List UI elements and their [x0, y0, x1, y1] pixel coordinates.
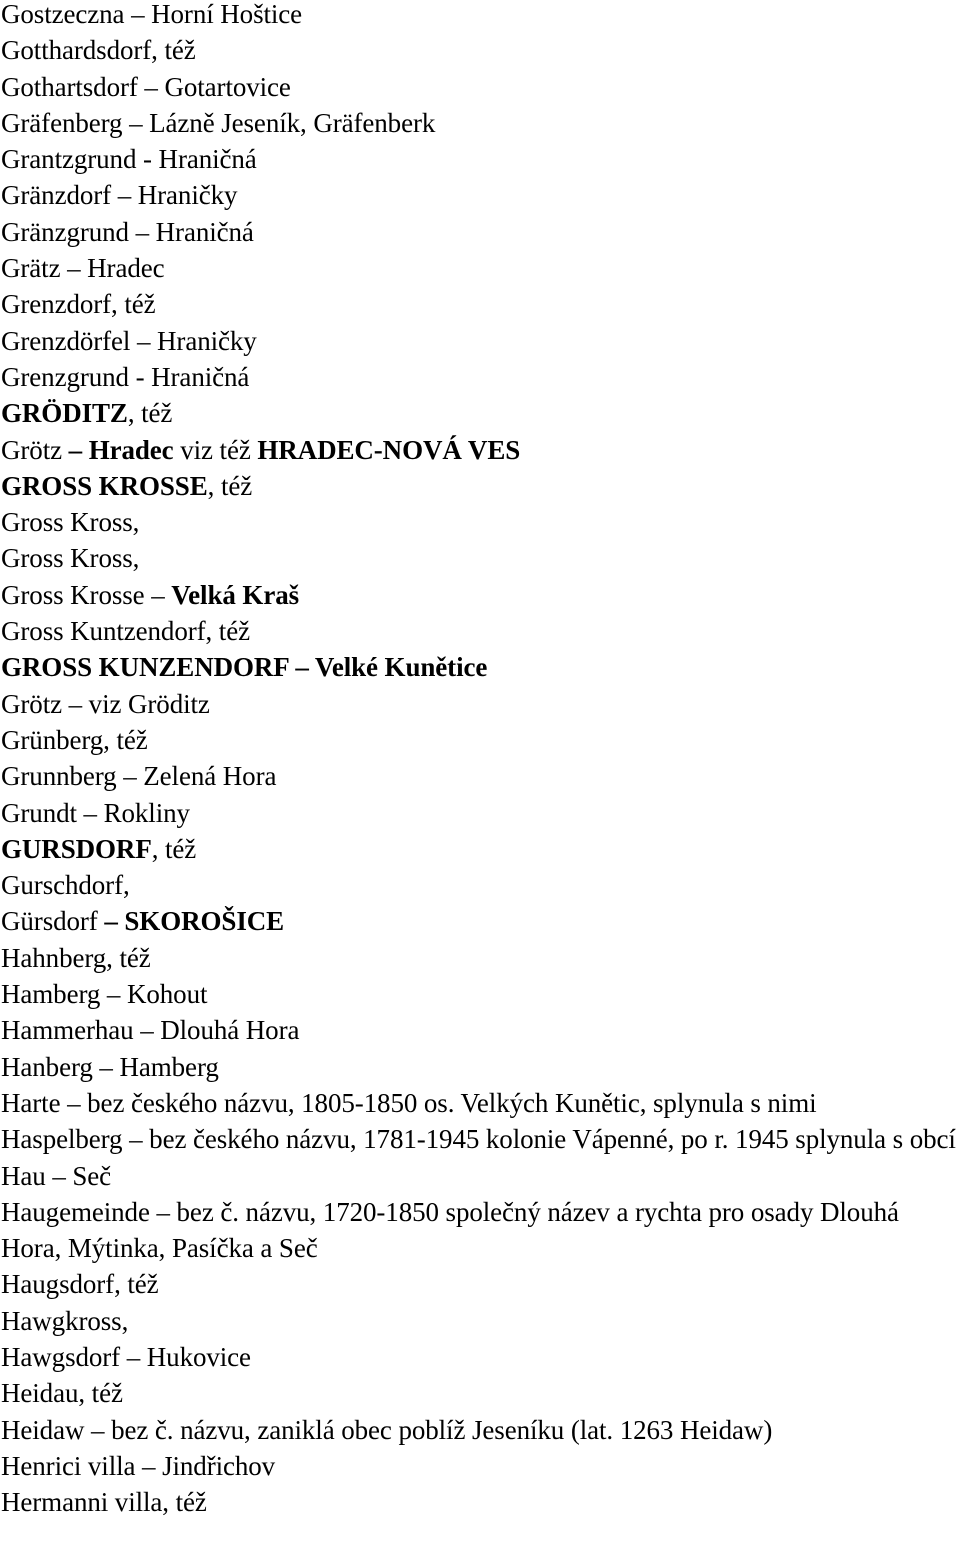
- entry-line: [1, 432, 959, 468]
- entry-line: [1, 1121, 959, 1157]
- entry-line: [1, 649, 959, 685]
- entry-line: [1, 976, 959, 1012]
- entry-line: [1, 1085, 959, 1121]
- entry-text: Henrici villa – Jindřichov: [1, 1450, 276, 1481]
- entry-text: Grünberg, též: [1, 724, 148, 755]
- entry-text: Haugsdorf, též: [1, 1269, 159, 1300]
- entry-text: Gotthardsdorf, též: [1, 35, 196, 66]
- entry-text: Gothartsdorf – Gotartovice: [1, 71, 291, 102]
- bold-text: GRÖDITZ: [1, 398, 128, 429]
- entry-text: Gränzgrund – Hraničná: [1, 216, 254, 247]
- bold-text: – SKOROŠICE: [104, 906, 285, 937]
- entry-text: Gross Kross,: [1, 543, 140, 574]
- entry-line: [1, 1484, 959, 1520]
- entry-line: [1, 758, 959, 794]
- entry-line: [1, 1049, 959, 1085]
- entry-line: [1, 286, 959, 322]
- entry-text: Hahnberg, též: [1, 942, 151, 973]
- entry-text: Hawgsdorf – Hukovice: [1, 1341, 251, 1372]
- entry-line: [1, 1448, 959, 1484]
- entry-line: [1, 323, 959, 359]
- entry-line: [1, 1412, 959, 1448]
- entry-text: , též: [127, 398, 173, 429]
- entry-line: [1, 577, 959, 613]
- entry-text: Hammerhau – Dlouhá Hora: [1, 1015, 300, 1046]
- bold-text: Velká Kraš: [171, 579, 300, 610]
- entry-text: Gräfenberg – Lázně Jeseník, Gräfenberk: [1, 107, 436, 138]
- entry-text: Haspelberg – bez českého názvu, 1781-1945 kolonie Vápenné, po r. 1945 splynula s obcí: [1, 1124, 956, 1155]
- entry-line: [1, 105, 959, 141]
- entry-line: [1, 613, 959, 649]
- entry-line: [1, 177, 959, 213]
- document-body: [1, 0, 959, 1520]
- entry-line: [1, 0, 959, 32]
- entry-text: Gurschdorf,: [1, 870, 130, 901]
- entry-line: [1, 359, 959, 395]
- entry-text: Grantzgrund - Hraničná: [1, 144, 257, 175]
- entry-text: Hanberg – Hamberg: [1, 1051, 219, 1082]
- entry-text: Haugemeinde – bez č. názvu, 1720-1850 společný název a rychta pro osady Dlouhá Hora, Mýtinka, Pasíčka a Seč: [1, 1196, 899, 1264]
- bold-text: GROSS KROSSE: [1, 470, 208, 501]
- entry-text: Grunnberg – Zelená Hora: [1, 761, 277, 792]
- entry-text: Grenzdörfel – Hraničky: [1, 325, 257, 356]
- entry-text: Gränzdorf – Hraničky: [1, 180, 238, 211]
- entry-text: Heidaw – bez č. názvu, zaniklá obec poblíž Jeseníku (lat. 1263 Heidaw): [1, 1414, 773, 1445]
- bold-text: – Hradec: [68, 434, 174, 465]
- entry-line: [1, 468, 959, 504]
- entry-line: [1, 32, 959, 68]
- entry-text: Grötz – viz Gröditz: [1, 688, 210, 719]
- entry-line: [1, 1303, 959, 1339]
- entry-text: Hermanni villa, též: [1, 1487, 207, 1518]
- entry-text: Hawgkross,: [1, 1305, 129, 1336]
- entry-text: Grenzdorf, též: [1, 289, 156, 320]
- entry-line: [1, 1339, 959, 1375]
- entry-line: [1, 867, 959, 903]
- entry-text: viz též: [173, 434, 258, 465]
- entry-line: [1, 940, 959, 976]
- entry-text: Gross Kross,: [1, 507, 140, 538]
- entry-line: [1, 686, 959, 722]
- entry-text: Gürsdorf: [1, 906, 105, 937]
- entry-line: [1, 795, 959, 831]
- entry-text: Harte – bez českého názvu, 1805-1850 os. Velkých Kunětic, splynula s nimi: [1, 1087, 817, 1118]
- entry-text: , též: [151, 833, 197, 864]
- bold-text: GROSS KUNZENDORF – Velké Kunětice: [1, 652, 488, 683]
- entry-line: [1, 214, 959, 250]
- entry-line: [1, 1012, 959, 1048]
- entry-line: [1, 722, 959, 758]
- entry-text: Grenzgrund - Hraničná: [1, 361, 250, 392]
- entry-line: [1, 831, 959, 867]
- entry-text: , též: [207, 470, 253, 501]
- entry-text: Gross Krosse –: [1, 579, 172, 610]
- entry-text: Gross Kuntzendorf, též: [1, 616, 250, 647]
- entry-text: Hamberg – Kohout: [1, 979, 208, 1010]
- entry-line: [1, 504, 959, 540]
- entry-line: [1, 250, 959, 286]
- entry-text: Grätz – Hradec: [1, 253, 165, 284]
- entry-line: [1, 141, 959, 177]
- entry-line: [1, 1266, 959, 1302]
- entry-line: [1, 69, 959, 105]
- entry-text: Grötz: [1, 434, 69, 465]
- entry-text: Heidau, též: [1, 1378, 123, 1409]
- entry-text: Grundt – Rokliny: [1, 797, 190, 828]
- entry-text: Hau – Seč: [1, 1160, 112, 1191]
- entry-line: [1, 1158, 959, 1194]
- entry-line: [1, 395, 959, 431]
- entry-line: [1, 1375, 959, 1411]
- entry-line: [1, 903, 959, 939]
- entry-text: Gostzeczna – Horní Hoštice: [1, 0, 303, 29]
- bold-text: HRADEC-NOVÁ VES: [257, 434, 521, 465]
- bold-text: GURSDORF: [1, 833, 152, 864]
- entry-line: [1, 1194, 959, 1267]
- entry-line: [1, 540, 959, 576]
